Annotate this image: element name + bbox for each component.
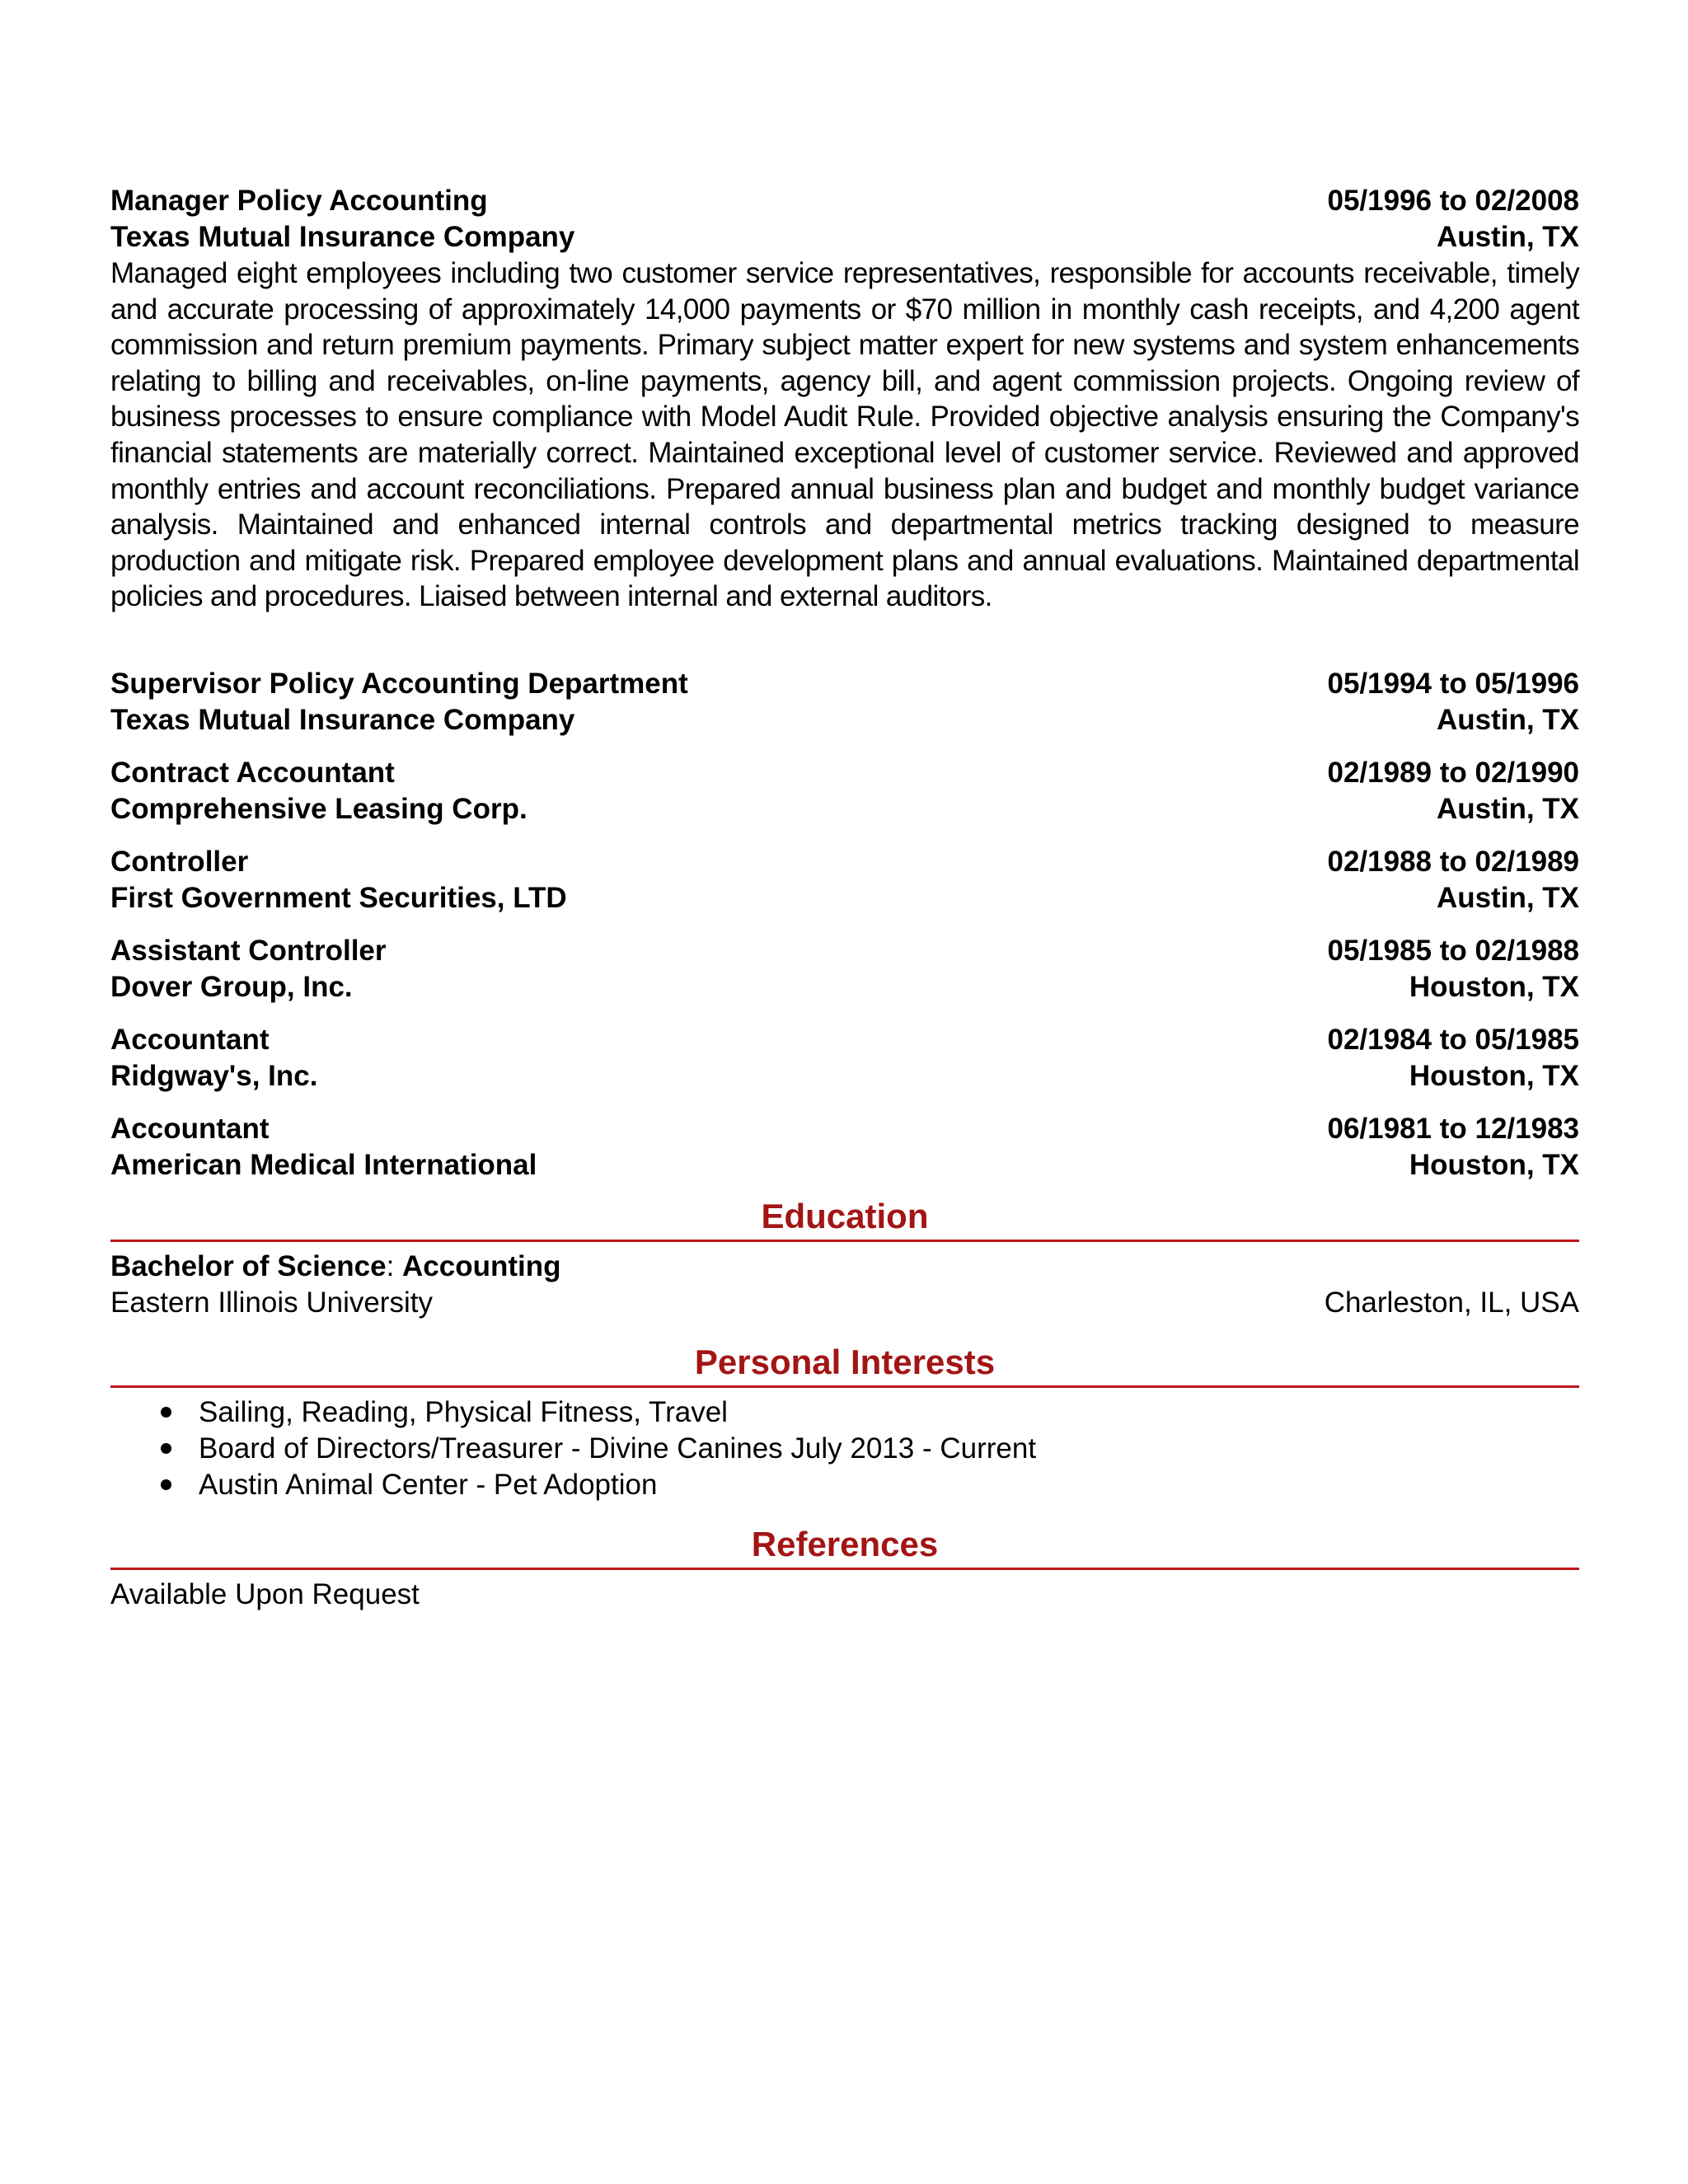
- interests-list: [110, 1394, 1579, 1503]
- job-title: Assistant Controller: [110, 934, 387, 967]
- list-item: [110, 1431, 1579, 1467]
- interest-text: Sailing, Reading, Physical Fitness, Travel: [199, 1395, 728, 1428]
- job-title: Supervisor Policy Accounting Department: [110, 667, 688, 700]
- job-entry: [110, 1111, 1579, 1183]
- job-entry: [110, 755, 1579, 827]
- job-dates: 05/1994 to 05/1996: [1327, 667, 1579, 700]
- job-dates: 06/1981 to 12/1983: [1327, 1112, 1579, 1145]
- interests-body: [110, 1394, 1579, 1503]
- list-item: [110, 1394, 1579, 1431]
- degree-separator: :: [386, 1249, 403, 1282]
- job-header-row: [110, 183, 1579, 219]
- job-location: Austin, TX: [1436, 881, 1579, 914]
- job-entry: [110, 933, 1579, 1005]
- job-location: Austin, TX: [1436, 703, 1579, 736]
- bullet-icon: [161, 1443, 171, 1454]
- job-entry-main: [110, 183, 1579, 615]
- job-title: Contract Accountant: [110, 756, 395, 789]
- job-location: Austin, TX: [1436, 792, 1579, 825]
- school-location: Charleston, IL, USA: [1324, 1286, 1579, 1319]
- bullet-icon: [161, 1407, 171, 1418]
- interest-text: Board of Directors/Treasurer - Divine Canines July 2013 - Current: [199, 1432, 1037, 1465]
- degree-field: Accounting: [402, 1249, 561, 1282]
- job-title: Manager Policy Accounting: [110, 185, 488, 217]
- degree-name: Bachelor of Science: [110, 1249, 387, 1282]
- job-header-row: [110, 933, 1579, 969]
- references-heading: References: [110, 1525, 1579, 1570]
- job-entry: [110, 1022, 1579, 1094]
- job-company: Dover Group, Inc.: [110, 970, 353, 1003]
- bullet-icon: [161, 1479, 171, 1490]
- job-company-row: [110, 969, 1579, 1005]
- job-company-row: [110, 219, 1579, 255]
- job-company-row: [110, 1147, 1579, 1183]
- references-section: [110, 1525, 1579, 1613]
- references-text: Available Upon Request: [110, 1577, 420, 1610]
- education-school-row: [110, 1285, 1579, 1321]
- list-item: [110, 1467, 1579, 1503]
- job-company: First Government Securities, LTD: [110, 881, 567, 914]
- job-header-row: [110, 666, 1579, 702]
- job-title: Accountant: [110, 1023, 270, 1056]
- job-company: Ridgway's, Inc.: [110, 1059, 318, 1092]
- job-header-row: [110, 1022, 1579, 1058]
- job-description: Managed eight employees including two customer service representatives, responsible for accounts receivable, timely and accurate processing of approximately 14,000 payments or $70 million in monthly cash receipts, and 4,200 agent commission and return premium payments. Primary subject matter expert for new systems and system enhancements relating to billing and receivables, on-line payments, agency bill, and agent commission projects. Ongoing review of business processes to ensure compliance with Model Audit Rule. Provided objective analysis ensuring the Company's financial statements are materially correct. Maintained exceptional level of customer service. Reviewed and approved monthly entries and account reconciliations. Prepared annual business plan and budget and monthly budget variance analysis. Maintained and enhanced internal controls and departmental metrics tracking designed to measure production and mitigate risk. Prepared employee development plans and annual evaluations. Maintained departmental policies and procedures. Liaised between internal and external auditors.: [110, 257, 1579, 613]
- job-company-row: [110, 791, 1579, 827]
- job-company: Texas Mutual Insurance Company: [110, 221, 575, 253]
- education-degree-row: [110, 1249, 1579, 1285]
- job-header-row: [110, 844, 1579, 880]
- interests-section: [110, 1343, 1579, 1503]
- interest-text: Austin Animal Center - Pet Adoption: [199, 1468, 658, 1501]
- job-header-row: [110, 755, 1579, 791]
- education-section: [110, 1197, 1579, 1321]
- job-company: Texas Mutual Insurance Company: [110, 703, 575, 736]
- job-dates: 02/1988 to 02/1989: [1327, 845, 1579, 878]
- job-entry: [110, 666, 1579, 738]
- job-location: Houston, TX: [1409, 1148, 1579, 1181]
- job-company-row: [110, 1058, 1579, 1094]
- job-dates: 05/1996 to 02/2008: [1327, 185, 1579, 217]
- job-location: Houston, TX: [1409, 970, 1579, 1003]
- job-header-row: [110, 1111, 1579, 1147]
- job-title: Accountant: [110, 1112, 270, 1145]
- job-location: Austin, TX: [1436, 221, 1579, 253]
- job-company: American Medical International: [110, 1148, 537, 1181]
- job-company: Comprehensive Leasing Corp.: [110, 792, 528, 825]
- education-heading: Education: [110, 1197, 1579, 1242]
- job-dates: 05/1985 to 02/1988: [1327, 934, 1579, 967]
- resume-content: [110, 183, 1579, 1613]
- interests-heading: Personal Interests: [110, 1343, 1579, 1388]
- job-location: Houston, TX: [1409, 1059, 1579, 1092]
- school-name: Eastern Illinois University: [110, 1286, 433, 1319]
- job-company-row: [110, 880, 1579, 916]
- job-dates: 02/1989 to 02/1990: [1327, 756, 1579, 789]
- job-title: Controller: [110, 845, 249, 878]
- job-company-row: [110, 702, 1579, 738]
- job-dates: 02/1984 to 05/1985: [1327, 1023, 1579, 1056]
- education-body: [110, 1249, 1579, 1321]
- job-entry: [110, 844, 1579, 916]
